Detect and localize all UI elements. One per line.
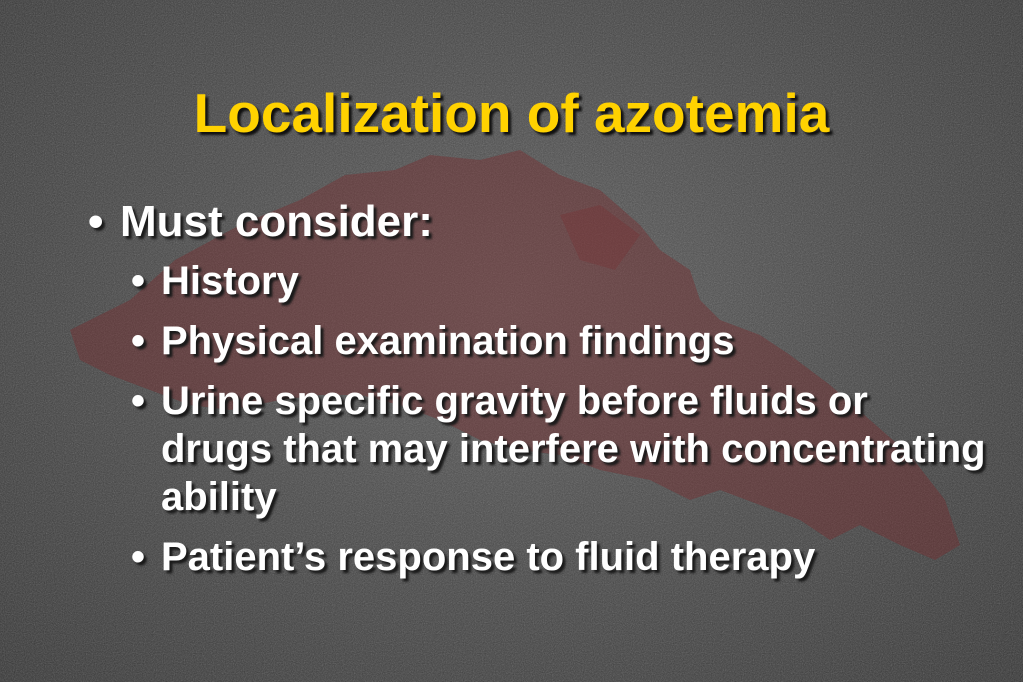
bullet-icon: • xyxy=(131,258,146,303)
sub-bullet-item xyxy=(131,377,988,521)
sub-bullet-item xyxy=(131,533,988,581)
sub-bullet-text: Physical examination findings xyxy=(161,318,735,363)
bullet-icon: • xyxy=(131,318,146,363)
sub-bullet-list xyxy=(131,257,988,581)
bullet-icon: • xyxy=(88,197,104,246)
sub-bullet-item xyxy=(131,257,988,305)
sub-bullet-text: Urine specific gravity before fluids or drugs that may interfere with concentrating ability xyxy=(161,378,986,519)
sub-bullet-item xyxy=(131,317,988,365)
bullet-icon: • xyxy=(131,534,146,579)
slide-title: Localization of azotemia xyxy=(193,82,830,144)
bullet-list xyxy=(88,196,988,593)
sub-bullet-text: Patient’s response to fluid therapy xyxy=(161,534,816,579)
sub-bullet-text: History xyxy=(161,258,299,303)
bullet-text: Must consider: xyxy=(120,197,433,246)
bullet-item xyxy=(88,196,988,249)
bullet-icon: • xyxy=(131,378,146,423)
